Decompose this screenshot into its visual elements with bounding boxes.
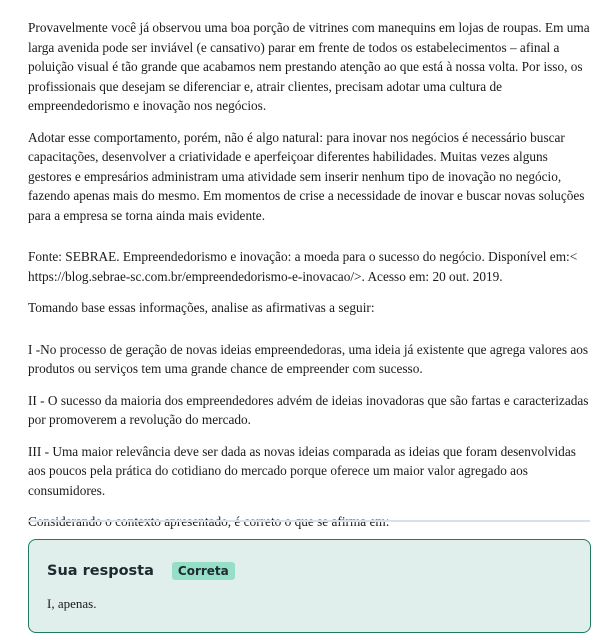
source-citation: Fonte: SEBRAE. Empreendedorismo e inovação: a moeda para o sucesso do negócio. Disponível em:< https://blog.sebrae-sc.com.br/empreendedorismo-e-inovacao/>. Acesso em: 20 out. 2019. [28, 249, 578, 284]
status-badge: Correta [172, 562, 235, 580]
question-text [28, 10, 594, 532]
divider [28, 520, 590, 522]
intro-paragraph-1: Provavelmente você já observou uma boa porção de vitrines com manequins em lojas de roupas. Em uma larga avenida pode ser inviável (e cansativo) parar em frente de todos os estabelecimentos – afinal a poluição visual é tão grande que acabamos nem prestando atenção ao que está à nossa volta. Por isso, os profissionais que desejam se diferenciar e, atrair clientes, precisam adotar uma cultura de empreendedorismo e inovação nos negócios. [28, 20, 590, 113]
intro-paragraph-2: Adotar esse comportamento, porém, não é algo natural: para inovar nos negócios é necessário buscar capacitações, desenvolver a criatividade e aperfeiçoar diferentes habilidades. Muitas vezes alguns gestores e empresários administram uma atividade sem inserir nenhum tipo de inovação no negócio, fazendo apenas mais do mesmo. Em momentos de crise a necessidade de inovar e buscar novas soluções para a empresa se torna ainda mais evidente. [28, 129, 585, 223]
statement-iii: III - Uma maior relevância deve ser dada as novas ideias comparada as ideias que foram desenvolvidas aos poucos pela prática do cotidiano do mercado porque oferece um maior valor agregado aos consumidores. [28, 443, 576, 498]
answer-header [47, 562, 235, 580]
answer-title: Sua resposta [47, 563, 154, 579]
selected-answer: I, apenas. [47, 596, 97, 611]
answer-panel [28, 539, 591, 633]
statement-i: I -No processo de geração de novas ideias empreendedoras, uma ideia já existente que agrega valores aos produtos ou serviços tem uma grande chance de empreender com sucesso. [28, 341, 589, 376]
instruction: Tomando base essas informações, analise as afirmativas a seguir: [28, 300, 375, 315]
statement-ii: II - O sucesso da maioria dos empreendedores advém de ideias inovadoras que são fartas e caracterizadas por promoverem a revolução do mercado. [28, 392, 589, 427]
question-prompt: Considerando o contexto apresentado, é correto o que se afirma em: [28, 514, 390, 529]
